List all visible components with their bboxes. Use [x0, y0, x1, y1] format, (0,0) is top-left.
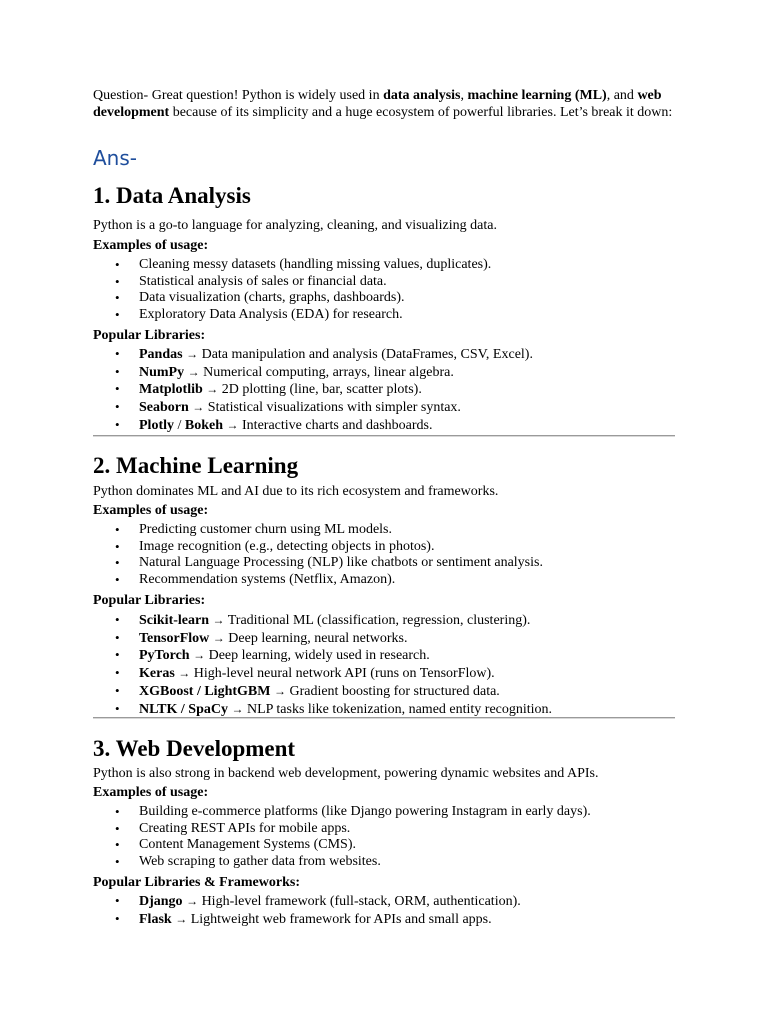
section-divider [93, 435, 675, 437]
intro-text-1: Question- Great question! Python is widely used in [93, 88, 384, 103]
list-item: • Image recognition (e.g., detecting objects in photos). [110, 539, 543, 556]
list-item: • Natural Language Processing (NLP) like chatbots or sentiment analysis. [110, 555, 543, 572]
list-item: • Statistical analysis of sales or financial data. [110, 274, 491, 291]
library-item [110, 612, 552, 630]
libraries-label: Popular Libraries: [93, 328, 206, 343]
library-name: Seaborn [139, 400, 189, 416]
library-name: Scikit-learn [139, 613, 209, 628]
library-desc: High-level framework (full-stack, ORM, authentication). [201, 894, 521, 909]
arrow-icon: → [187, 364, 200, 379]
library-item [110, 893, 521, 911]
examples-label: Examples of usage: [93, 503, 209, 518]
library-name: Flask [139, 911, 172, 927]
arrow-icon: → [273, 683, 286, 698]
list-item: • Content Management Systems (CMS). [110, 837, 591, 854]
arrow-icon: → [212, 630, 225, 645]
examples-list [110, 804, 591, 871]
library-desc: Traditional ML (classification, regression, clustering). [227, 613, 531, 628]
intro-bold-ml: machine learning (ML) [467, 88, 607, 103]
library-item [110, 911, 521, 929]
answer-label: Ans- [93, 146, 137, 170]
intro-text-3: , and [606, 88, 638, 103]
libraries-list [110, 346, 533, 435]
section-divider [93, 717, 675, 719]
arrow-icon: → [212, 613, 225, 627]
intro-text-4: because of its simplicity and a huge ecosystem of powerful libraries. Let’s break it down: [169, 104, 673, 120]
arrow-icon: → [175, 911, 188, 926]
library-name: Django [139, 894, 183, 909]
arrow-icon: → [231, 701, 244, 716]
list-item: • Building e-commerce platforms (like Django powering Instagram in early days). [110, 804, 591, 821]
arrow-icon: → [193, 648, 206, 663]
library-name: Keras [139, 666, 175, 682]
library-desc: 2D plotting (line, bar, scatter plots). [221, 382, 422, 398]
library-name: Matplotlib [139, 382, 203, 398]
library-item [110, 647, 552, 665]
list-item: • Data visualization (charts, graphs, dashboards). [110, 290, 491, 307]
library-desc: NLP tasks like tokenization, named entity recognition. [246, 701, 553, 717]
section-heading-web-development: 3. Web Development [93, 736, 296, 761]
library-desc: Interactive charts and dashboards. [242, 417, 433, 433]
library-name: NumPy [139, 364, 185, 380]
libraries-list [110, 893, 521, 928]
section-desc: Python is also strong in backend web development, powering dynamic websites and APIs. [93, 766, 599, 781]
intro-text-2: , [460, 88, 468, 103]
library-desc: Lightweight web framework for APIs and small apps. [190, 911, 492, 927]
library-desc: Data manipulation and analysis (DataFrames, CSV, Excel). [201, 347, 533, 362]
libraries-label: Popular Libraries & Frameworks: [93, 875, 300, 890]
library-item [110, 630, 552, 648]
section-desc: Python dominates ML and AI due to its rich ecosystem and frameworks. [93, 484, 499, 499]
library-name: PyTorch [139, 648, 190, 664]
library-desc: Statistical visualizations with simpler syntax. [207, 400, 461, 416]
section-heading-data-analysis: 1. Data Analysis [93, 183, 251, 208]
library-name: Plotly [139, 417, 174, 433]
list-item: • Creating REST APIs for mobile apps. [110, 821, 591, 838]
intro-bold-data-analysis: data analysis [383, 88, 461, 103]
library-name: TensorFlow [139, 630, 210, 646]
section-heading-machine-learning: 2. Machine Learning [93, 453, 299, 478]
library-desc: Gradient boosting for structured data. [289, 683, 500, 699]
library-name-2: Bokeh [184, 417, 224, 433]
arrow-icon: → [186, 347, 199, 361]
examples-list [110, 522, 543, 589]
library-item [110, 665, 552, 683]
intro-paragraph [93, 88, 683, 121]
library-name: Pandas [139, 347, 183, 362]
library-item [110, 399, 533, 417]
libraries-label: Popular Libraries: [93, 593, 206, 608]
library-desc: Deep learning, widely used in research. [208, 648, 430, 664]
library-item [110, 701, 552, 719]
library-desc: Deep learning, neural networks. [228, 630, 408, 646]
examples-label: Examples of usage: [93, 238, 209, 253]
arrow-icon: → [226, 417, 239, 432]
intro-bold-web-dev: web development [93, 88, 662, 120]
list-item: • Exploratory Data Analysis (EDA) for research. [110, 307, 491, 324]
arrow-icon: → [206, 382, 219, 397]
list-item: • Predicting customer churn using ML models. [110, 522, 543, 539]
arrow-icon: → [192, 400, 205, 415]
library-name: XGBoost / LightGBM [139, 683, 271, 699]
library-name: NLTK / SpaCy [139, 701, 228, 717]
library-separator: / [174, 417, 185, 433]
library-item [110, 683, 552, 701]
arrow-icon: → [178, 666, 191, 681]
arrow-icon: → [186, 894, 199, 908]
list-item: • Web scraping to gather data from websites. [110, 854, 591, 871]
library-item [110, 346, 533, 364]
examples-label: Examples of usage: [93, 785, 209, 800]
library-item [110, 417, 533, 435]
section-desc: Python is a go-to language for analyzing, cleaning, and visualizing data. [93, 218, 497, 233]
list-item: • Recommendation systems (Netflix, Amazon). [110, 572, 543, 589]
library-desc: High-level neural network API (runs on TensorFlow). [193, 666, 495, 682]
library-item [110, 381, 533, 399]
list-item: • Cleaning messy datasets (handling missing values, duplicates). [110, 257, 491, 274]
library-item [110, 364, 533, 382]
examples-list [110, 257, 491, 324]
libraries-list [110, 612, 552, 718]
library-desc: Numerical computing, arrays, linear algebra. [203, 364, 454, 380]
